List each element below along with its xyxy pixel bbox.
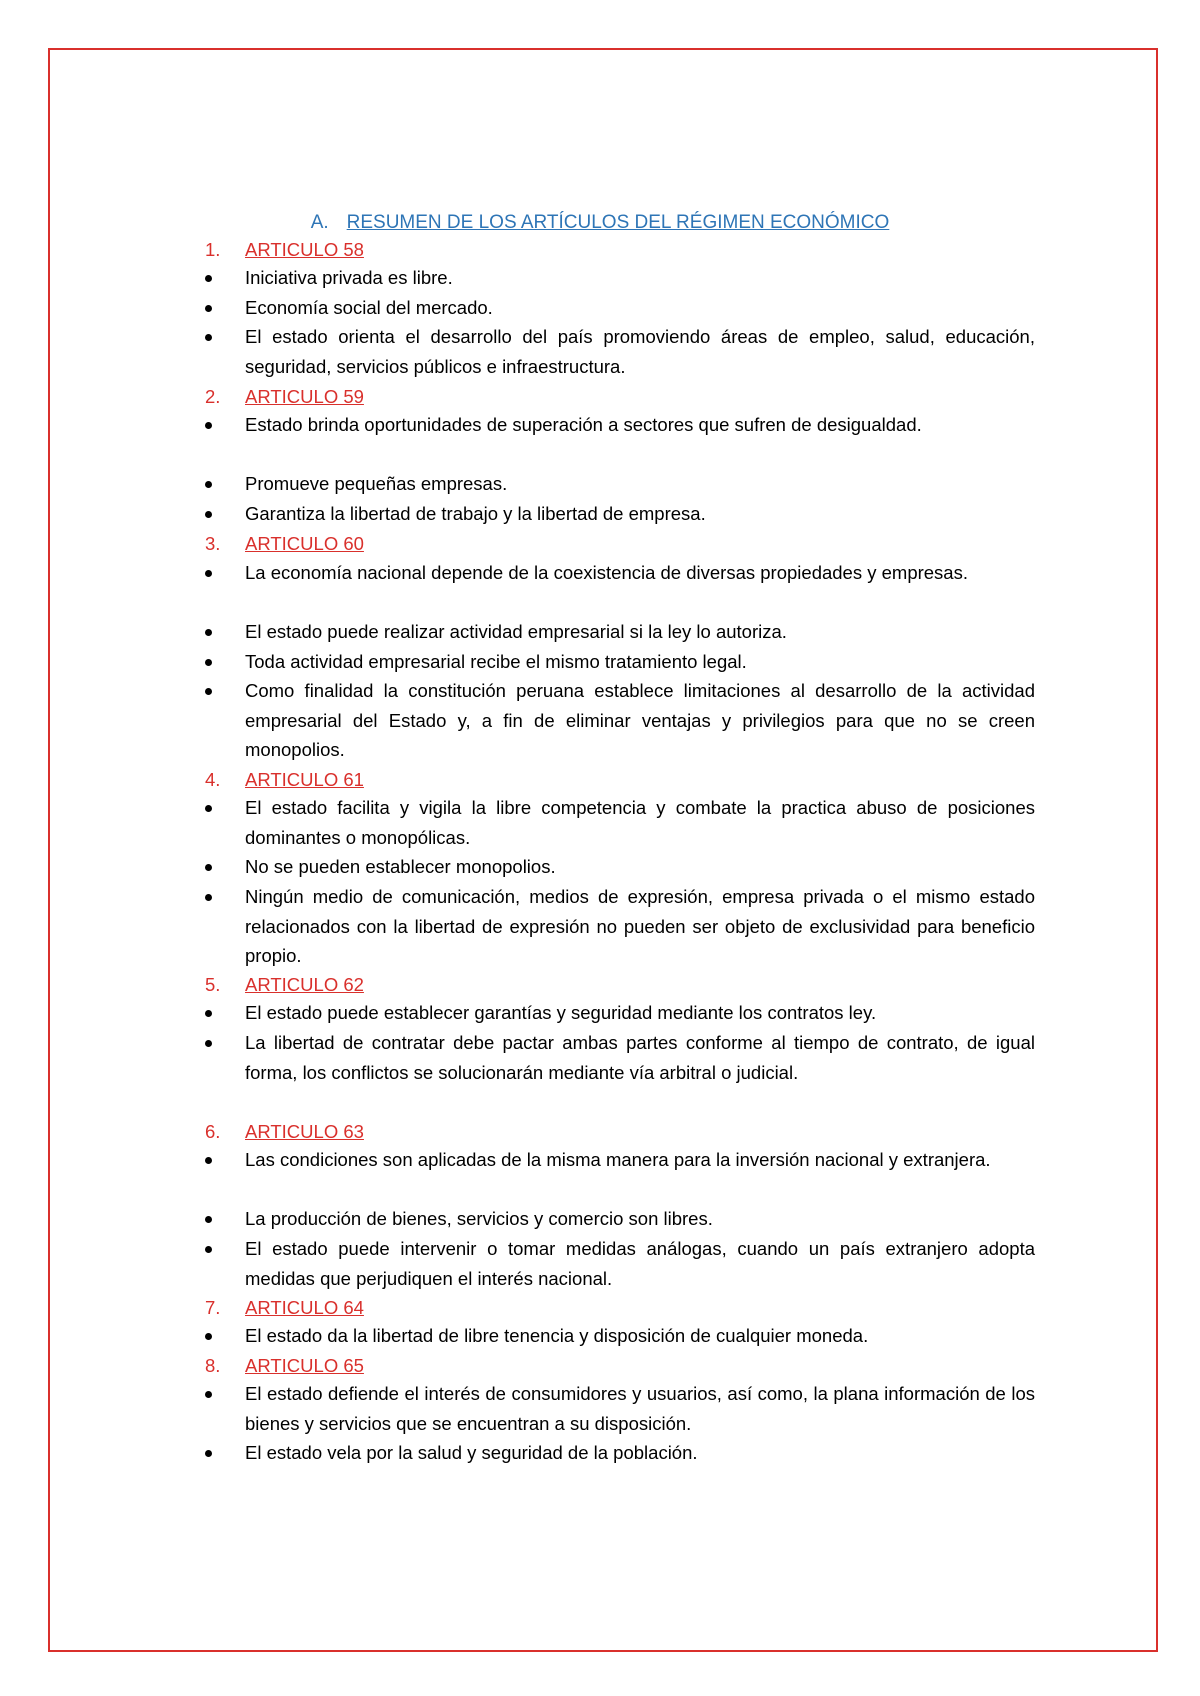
list-item-text: El estado facilita y vigila la libre competencia y combate la practica abuso de posiciones dominantes o monopólicas. [245, 797, 1035, 848]
section-number: 7. [205, 1297, 221, 1318]
section-heading [205, 1296, 364, 1320]
section-heading [205, 768, 364, 792]
list-item [205, 1379, 1035, 1438]
list-item [205, 852, 1035, 882]
bullet-icon [205, 805, 212, 812]
list-item [205, 469, 1035, 499]
section-heading [205, 385, 364, 409]
list-item [205, 1028, 1035, 1087]
section-number: 4. [205, 769, 221, 790]
bullet-icon [205, 1010, 212, 1017]
title-text: RESUMEN DE LOS ARTÍCULOS DEL RÉGIMEN ECONÓMICO [346, 212, 890, 233]
section-label: ARTICULO 65 [245, 1355, 364, 1376]
bullet-icon [205, 1040, 212, 1047]
bullet-icon [205, 275, 212, 282]
document-title [0, 211, 1200, 235]
section-label: ARTICULO 59 [245, 386, 364, 407]
list-item-text: El estado puede realizar actividad empresarial si la ley lo autoriza. [245, 621, 787, 642]
list-item [205, 882, 1035, 971]
list-item [205, 1204, 1035, 1234]
list-item-text: El estado puede establecer garantías y seguridad mediante los contratos ley. [245, 1002, 877, 1023]
section-number: 1. [205, 239, 221, 260]
list-item-text: La economía nacional depende de la coexistencia de diversas propiedades y empresas. [245, 562, 968, 583]
list-item [205, 617, 1035, 647]
list-item-text: Estado brinda oportunidades de superación a sectores que sufren de desigualdad. [245, 414, 922, 435]
section-label: ARTICULO 61 [245, 769, 364, 790]
list-item-text: Toda actividad empresarial recibe el mismo tratamiento legal. [245, 651, 747, 672]
list-item-text: Garantiza la libertad de trabajo y la libertad de empresa. [245, 503, 706, 524]
list-item-text: Promueve pequeñas empresas. [245, 473, 508, 494]
section-number: 8. [205, 1355, 221, 1376]
section-number: 3. [205, 533, 221, 554]
section-heading [205, 532, 364, 556]
section-number: 5. [205, 974, 221, 995]
bullet-icon [205, 659, 212, 666]
section-heading [205, 238, 364, 262]
section-heading [205, 1354, 364, 1378]
bullet-icon [205, 629, 212, 636]
bullet-icon [205, 1333, 212, 1340]
bullet-icon [205, 305, 212, 312]
section-label: ARTICULO 58 [245, 239, 364, 260]
list-item-text: El estado defiende el interés de consumidores y usuarios, así como, la plana información de los bienes y servicios que se encuentran a su disposición. [245, 1383, 1035, 1434]
list-item-text: Economía social del mercado. [245, 297, 493, 318]
bullet-icon [205, 511, 212, 518]
list-item-text: Iniciativa privada es libre. [245, 267, 453, 288]
section-label: ARTICULO 60 [245, 533, 364, 554]
list-item-text: El estado puede intervenir o tomar medidas análogas, cuando un país extranjero adopta medidas que perjudiquen el interés nacional. [245, 1238, 1035, 1289]
list-item-text: El estado da la libertad de libre tenencia y disposición de cualquier moneda. [245, 1325, 869, 1346]
section-heading [205, 1120, 364, 1144]
bullet-icon [205, 1450, 212, 1457]
title-letter: A. [310, 212, 329, 233]
section-label: ARTICULO 62 [245, 974, 364, 995]
bullet-icon [205, 481, 212, 488]
list-item [205, 793, 1035, 852]
list-item [205, 558, 1035, 588]
bullet-icon [205, 1246, 212, 1253]
list-item-text: Como finalidad la constitución peruana establece limitaciones al desarrollo de la actividad empresarial del Estado y, a fin de eliminar ventajas y privilegios para que no se creen monopolios. [245, 680, 1035, 760]
list-item [205, 998, 1035, 1028]
bullet-icon [205, 334, 212, 341]
list-item [205, 322, 1035, 381]
section-number: 2. [205, 386, 221, 407]
list-item [205, 676, 1035, 765]
list-item [205, 499, 1035, 529]
bullet-icon [205, 1216, 212, 1223]
list-item-text: El estado vela por la salud y seguridad de la población. [245, 1442, 698, 1463]
section-label: ARTICULO 63 [245, 1121, 364, 1142]
list-item-text: El estado orienta el desarrollo del país promoviendo áreas de empleo, salud, educación, seguridad, servicios públicos e infraestructura. [245, 326, 1035, 377]
bullet-icon [205, 422, 212, 429]
bullet-icon [205, 1157, 212, 1164]
section-number: 6. [205, 1121, 221, 1142]
list-item [205, 1145, 1035, 1175]
bullet-icon [205, 570, 212, 577]
bullet-icon [205, 894, 212, 901]
section-heading [205, 973, 364, 997]
list-item-text: La libertad de contratar debe pactar ambas partes conforme al tiempo de contrato, de igual forma, los conflictos se solucionarán mediante vía arbitral o judicial. [245, 1032, 1035, 1083]
list-item [205, 647, 1035, 677]
list-item-text: No se pueden establecer monopolios. [245, 856, 556, 877]
bullet-icon [205, 1391, 212, 1398]
list-item-text: Ningún medio de comunicación, medios de expresión, empresa privada o el mismo estado relacionados con la libertad de expresión no pueden ser objeto de exclusividad para beneficio propio. [245, 886, 1035, 966]
section-label: ARTICULO 64 [245, 1297, 364, 1318]
list-item-text: La producción de bienes, servicios y comercio son libres. [245, 1208, 713, 1229]
list-item [205, 1234, 1035, 1293]
list-item [205, 293, 1035, 323]
bullet-icon [205, 864, 212, 871]
bullet-icon [205, 688, 212, 695]
list-item [205, 410, 1035, 440]
list-item-text: Las condiciones son aplicadas de la misma manera para la inversión nacional y extranjera. [245, 1149, 991, 1170]
list-item [205, 1438, 1035, 1468]
list-item [205, 263, 1035, 293]
list-item [205, 1321, 1035, 1351]
